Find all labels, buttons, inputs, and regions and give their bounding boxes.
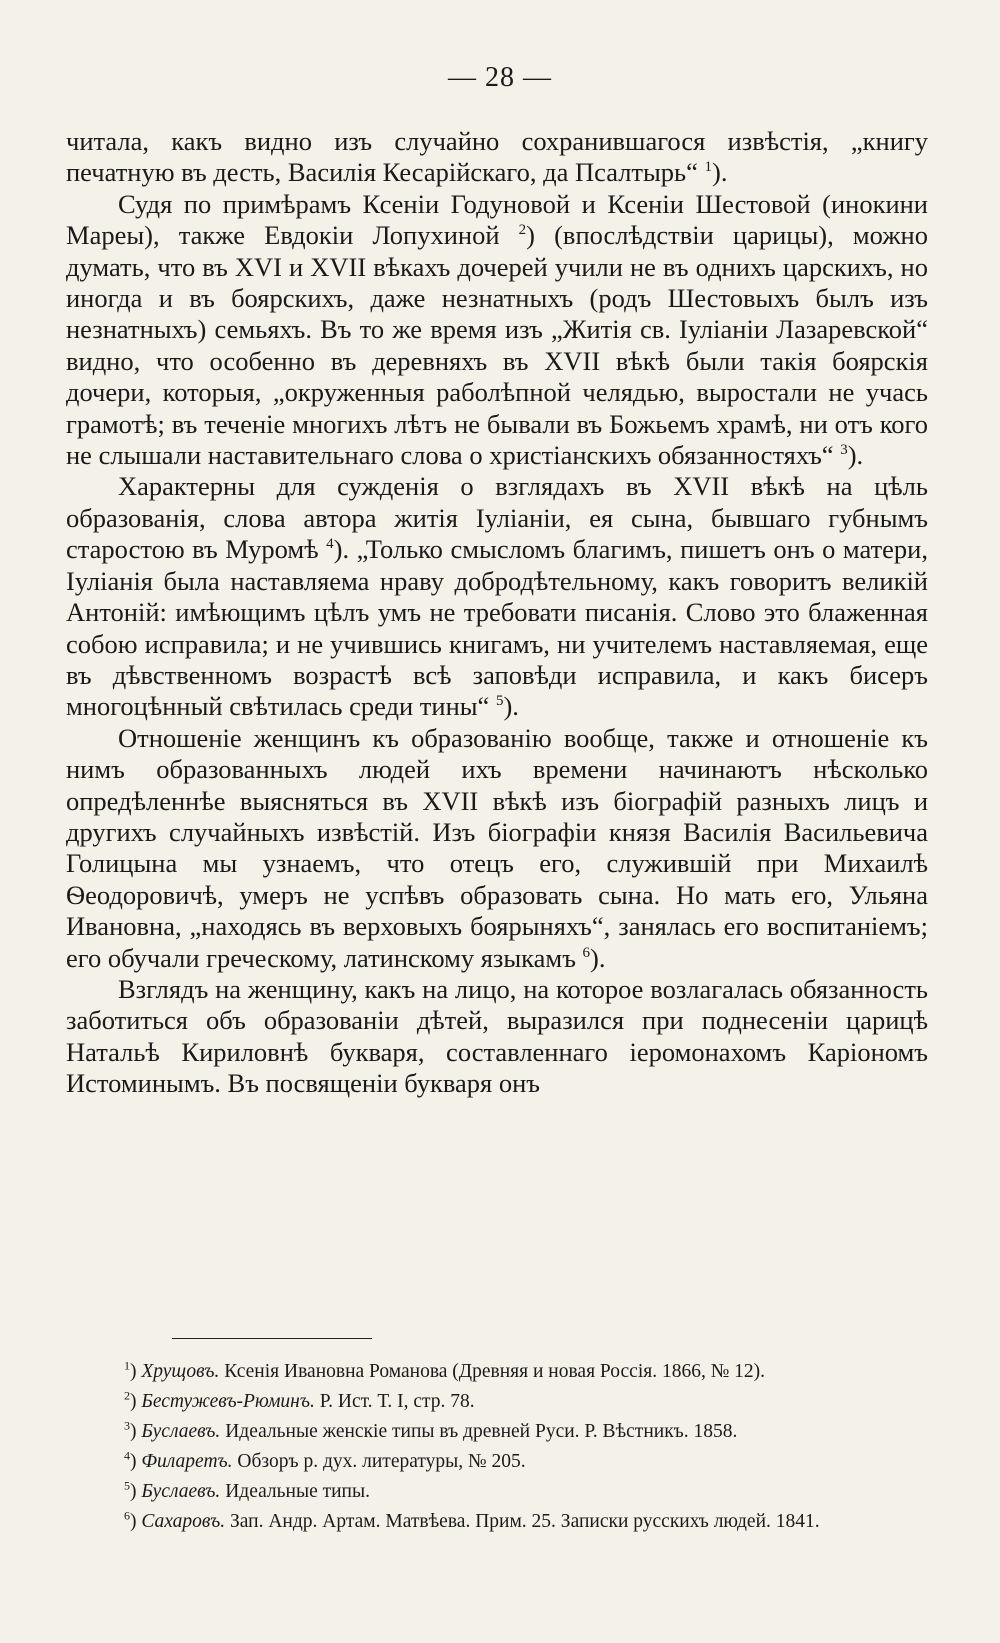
footnote-author: Буслаевъ. [141, 1421, 221, 1442]
footnote-author: Бестужевъ-Рюминъ. [141, 1391, 315, 1412]
paragraph-text: Отношеніе женщинъ къ образованію вообще, также и отношеніе къ нимъ образованныхъ людей ихъ времени начинаютъ нѣсколько опредѣленнѣе выясняться въ XVII вѣкѣ изъ біографій разныхъ лицъ и другихъ случайныхъ извѣстій. Изъ біографіи князя Василія Васильевича Голицына мы узнаемъ, что отецъ его, служившій при Михаилѣ Ѳеодоровичѣ, умеръ не успѣвъ образовать сына. Но мать его, Ульяна Ивановна, „находясь въ верховыхъ боярыняхъ“, занялась его воспитаніемъ; его обучали греческому, латинскому языкамъ [66, 722, 928, 973]
footnote-ref: 6 [582, 944, 591, 961]
footnote-ref: 4 [326, 536, 334, 553]
paragraph-text: ). [503, 691, 519, 722]
paragraph [66, 126, 928, 189]
footnote-number: 1 [124, 1358, 130, 1373]
footnote [84, 1507, 930, 1537]
footnote-ref: 2 [518, 222, 527, 239]
footnote-text: Идеальные женскіе типы въ древней Руси. Р. Вѣстникъ. 1858. [225, 1421, 738, 1442]
footnote-number: 3 [124, 1418, 130, 1433]
paragraph-text: ) (впослѣдствіи царицы), можно думать, что въ XVI и XVII вѣкахъ дочерей учили не въ однихъ царскихъ, но иногда и въ боярскихъ, даже незнатныхъ (родъ Шестовыхъ былъ изъ незнатныхъ) семьяхъ. Въ то же время изъ „Житія св. Іуліаніи Лазаревской“ видно, что особенно въ деревняхъ въ XVII вѣкѣ были такія боярскія дочери, которыя, „окруженныя раболѣпной челядью, выростали не учась грамотѣ; въ теченіе многихъ лѣтъ не бывали въ Божьемъ храмѣ, ни отъ кого не слышали наставительнаго слова о христіанскихъ обязанностяхъ“ [66, 220, 928, 471]
footnote-number: 2 [124, 1388, 130, 1403]
footnote-number: 4 [124, 1448, 130, 1463]
footnote [84, 1357, 930, 1387]
footnote-paren: ) [130, 1361, 142, 1382]
footnote-text: Р. Ист. Т. I, стр. 78. [319, 1391, 475, 1412]
paragraph [66, 723, 928, 974]
footnote-paren: ) [130, 1511, 142, 1532]
paragraph-text: Судя по примѣрамъ Ксеніи Годуновой и Ксеніи Шестовой (инокини Мареы), также Евдокіи Лопухиной [66, 188, 928, 251]
paragraph-text: ). [847, 440, 864, 471]
paragraph [66, 471, 928, 722]
paragraph [66, 189, 928, 472]
footnote-text: Обзоръ р. дух. литературы, № 205. [237, 1451, 526, 1472]
footnote-ref: 1 [704, 159, 713, 176]
footnote-paren: ) [130, 1451, 142, 1472]
footnote-text: Идеальные типы. [225, 1481, 370, 1502]
footnote-ref: 5 [495, 693, 504, 710]
footnote [84, 1387, 930, 1417]
paragraph-text: читала, какъ видно изъ случайно сохранившагося извѣстія, „книгу печатную въ десть, Василія Кесарійскаго, да Псалтырь“ [66, 126, 928, 188]
footnote-number: 6 [124, 1508, 130, 1523]
footnote-author: Филаретъ. [141, 1451, 233, 1472]
footnote-paren: ) [130, 1481, 142, 1502]
footnote-text: Ксенія Ивановна Романова (Древняя и новая Россія. 1866, № 12). [224, 1361, 766, 1382]
paragraph-text: Характерны для сужденія о взглядахъ въ XVII вѣкѣ на цѣль образованія, слова автора житія Іуліаніи, ея сына, бывшаго губнымъ старостою въ Муромѣ [66, 471, 928, 565]
paragraph-text: ). „Только смысломъ благимъ, пишетъ онъ о матери, Іуліанія была наставляема нраву добродѣтельному, какъ говоритъ великій Антоній: имѣющимъ цѣлъ умъ не требовати писанія. Слово это блаженная собою исправила; и не учившись книгамъ, ни учителемъ наставляемая, еще въ дѣвственномъ возрастѣ всѣ заповѣди исправила, и какъ бисеръ многоцѣнный свѣтилась среди тины“ [66, 534, 928, 722]
paragraph-text: ). [590, 942, 606, 973]
main-text [66, 126, 928, 1100]
footnote-number: 5 [124, 1478, 130, 1493]
paragraph-text: Взглядъ на женщину, какъ на лицо, на которое возлагалась обязанность заботиться объ образованіи дѣтей, выразился при поднесеніи царицѣ Натальѣ Кириловнѣ букваря, составленнаго іеромонахомъ Каріономъ Истоминымъ. Въ посвященіи букваря онъ [66, 973, 928, 1099]
footnote [84, 1477, 930, 1507]
page-number: — 28 — [448, 62, 552, 93]
footnote-paren: ) [130, 1421, 142, 1442]
footnote-paren: ) [130, 1391, 142, 1412]
footnote-author: Буслаевъ. [141, 1481, 221, 1502]
footnote-author: Сахаровъ. [141, 1511, 226, 1532]
footnote-ref: 3 [840, 442, 848, 459]
footnote-text: Зап. Андр. Артам. Матвѣева. Прим. 25. Записки русскихъ людей. 1841. [230, 1511, 820, 1532]
footnote [84, 1417, 930, 1447]
footnote-divider [172, 1338, 372, 1339]
paragraph [66, 974, 928, 1100]
footnote [84, 1447, 930, 1477]
footnote-author: Хрущовъ. [141, 1361, 220, 1382]
paragraph-text: ). [712, 157, 728, 188]
footnotes [84, 1357, 930, 1537]
